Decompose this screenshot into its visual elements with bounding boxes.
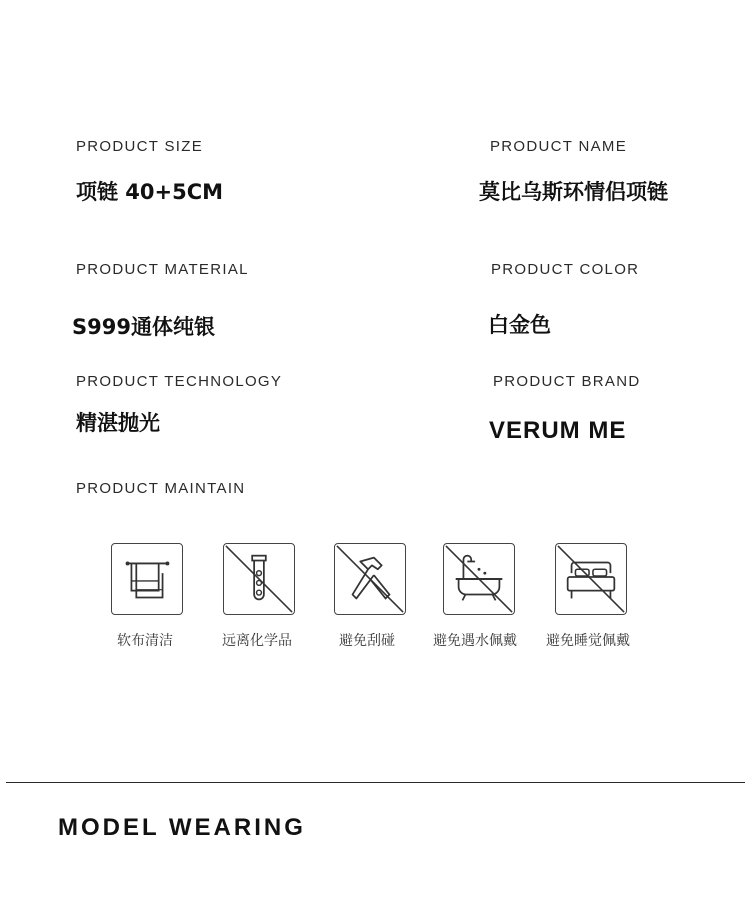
no-chemicals-icon	[223, 543, 295, 615]
product-color-label: PRODUCT COLOR	[491, 261, 640, 278]
product-size-value: 项链 40+5CM	[76, 180, 224, 204]
care-caption-avoid-sleep: 避免睡觉佩戴	[546, 633, 630, 649]
no-bed-icon	[555, 543, 627, 615]
no-hammer-icon	[334, 543, 406, 615]
product-technology-value: 精湛抛光	[76, 411, 160, 435]
no-bath-icon	[443, 543, 515, 615]
towel-icon	[111, 543, 183, 615]
product-brand-value: VERUM ME	[489, 417, 627, 444]
product-maintain-label: PRODUCT MAINTAIN	[76, 480, 246, 497]
care-caption-no-chemicals: 远离化学品	[222, 633, 292, 649]
product-name-label: PRODUCT NAME	[490, 138, 627, 155]
product-material-label: PRODUCT MATERIAL	[76, 261, 249, 278]
product-name-value: 莫比乌斯环情侣项链	[479, 180, 668, 204]
care-caption-avoid-scratch: 避免刮碰	[339, 633, 395, 649]
product-material-value: S999通体纯银	[72, 315, 215, 339]
product-brand-label: PRODUCT BRAND	[493, 373, 641, 390]
product-size-label: PRODUCT SIZE	[76, 138, 204, 155]
model-wearing-title: MODEL WEARING	[58, 814, 306, 841]
care-caption-avoid-water: 避免遇水佩戴	[433, 633, 517, 649]
care-caption-soft-cloth: 软布清洁	[117, 633, 173, 649]
product-technology-label: PRODUCT TECHNOLOGY	[76, 373, 283, 390]
product-color-value: 白金色	[488, 313, 551, 337]
section-divider	[6, 782, 745, 783]
